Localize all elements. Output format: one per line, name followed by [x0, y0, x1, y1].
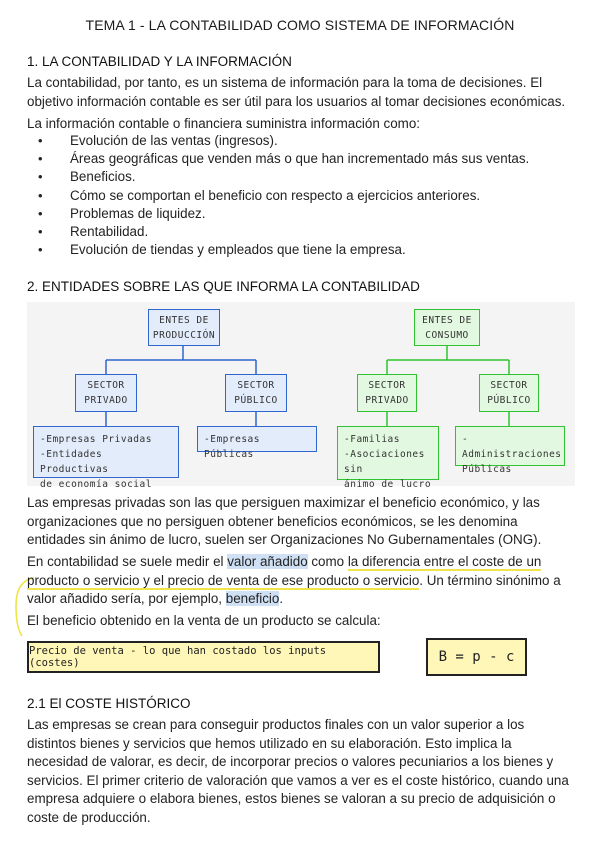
box-publico-consumo-examples	[455, 426, 565, 475]
section-1-heading: 1. LA CONTABILIDAD Y LA INFORMACIÓN	[27, 54, 292, 69]
bullet-item: • Evolución de las ventas (ingresos).	[27, 132, 529, 150]
bullet-item: • Cómo se comportan el beneficio con respecto a ejercicios anteriores.	[27, 187, 529, 205]
document-title: TEMA 1 - LA CONTABILIDAD COMO SISTEMA DE INFORMACIÓN	[85, 17, 515, 33]
leaf-line: de economía social	[40, 479, 152, 490]
box-entes-consumo: ENTES DE CONSUMO	[414, 309, 480, 346]
formula-text-box: Precio de venta - lo que han costado los inputs (costes)	[27, 641, 380, 673]
highlight-beneficio: beneficio	[225, 591, 280, 606]
leaf-line: -Asociaciones sin	[344, 449, 425, 475]
leaf-line: ánimo de lucro	[344, 479, 432, 490]
box-sector-privado-consumo: SECTOR PRIVADO	[357, 374, 417, 412]
box-publico-produccion-examples: -Empresas Públicas	[197, 426, 317, 452]
section-1-paragraph-1: La contabilidad, por tanto, es un sistema de información para la toma de decisiones. El objetivo información contable es ser útil para los usuarios al tomar decisiones económicas.	[27, 75, 566, 109]
bullet-item: • Beneficios.	[27, 168, 529, 186]
highlight-definition: la diferencia entre el coste de un producto o servicio y el precio de venta de ese producto o servicio	[27, 554, 542, 588]
section-2-paragraph-3: El beneficio obtenido en la venta de un producto se calcula:	[27, 613, 381, 628]
bullet-item: • Rentabilidad.	[27, 223, 529, 241]
para-text: como	[307, 554, 348, 569]
entities-diagram	[27, 302, 575, 490]
para-text: En contabilidad se suele medir el	[27, 554, 228, 569]
section-2-paragraph-1: Las empresas privadas son las que persiguen maximizar el beneficio económico, y las organizaciones que no persiguen obtener beneficios económicos, se les denomina entidades sin ánimo de lucro, suelen ser Organizaciones No Gubernamentales (ONG).	[27, 495, 542, 547]
section-2-1-heading: 2.1 El COSTE HISTÓRICO	[27, 696, 191, 711]
section-1-paragraph-2: La información contable o financiera suministra información como:	[27, 116, 420, 131]
formula-symbol-box: B = p - c	[426, 638, 527, 676]
leaf-line: -Entidades Productivas	[40, 449, 109, 475]
box-sector-publico-produccion: SECTOR PÚBLICO	[225, 374, 287, 412]
section-2-1-paragraph: Las empresas se crean para conseguir productos finales con un valor superior a los distintos bienes y servicios que hemos utilizado en su elaboración. Esto implica la necesidad de valorar, es decir, de incorporar precios o valores pecuniarios a los bienes y servicios. El primer criterio de valoración que vamos a ver es el coste histórico, cuando una empresa adquiere o elabora bienes, estos bienes se valoran a su precio de adquisición o coste de producción.	[27, 717, 569, 825]
bullet-item: • Áreas geográficas que venden más o que han incrementado más sus ventas.	[27, 150, 529, 168]
box-entes-produccion: ENTES DE PRODUCCIÓN	[148, 309, 220, 346]
leaf-line: -Empresas Privadas	[40, 434, 152, 445]
info-bullet-list	[27, 132, 529, 259]
bullet-item: • Problemas de liquidez.	[27, 205, 529, 223]
box-privado-consumo-examples	[337, 426, 439, 490]
para-text: . Un término sinónimo a valor añadido sería, por ejemplo,	[27, 572, 561, 606]
para-text: .	[279, 591, 284, 606]
box-sector-publico-consumo: SECTOR PÚBLICO	[479, 374, 539, 412]
section-2-paragraph-2	[27, 553, 575, 609]
leaf-line: -Familias	[344, 434, 400, 445]
leaf-line: -Administraciones	[462, 434, 562, 460]
highlight-valor-anadido: valor añadido	[227, 554, 308, 569]
box-privado-produccion-examples	[33, 426, 179, 490]
bullet-item: • Evolución de tiendas y empleados que tiene la empresa.	[27, 241, 529, 259]
section-2-heading: 2. ENTIDADES SOBRE LAS QUE INFORMA LA CONTABILIDAD	[27, 279, 420, 294]
box-sector-privado-produccion: SECTOR PRIVADO	[75, 374, 137, 412]
leaf-line: Públicas	[462, 464, 512, 475]
